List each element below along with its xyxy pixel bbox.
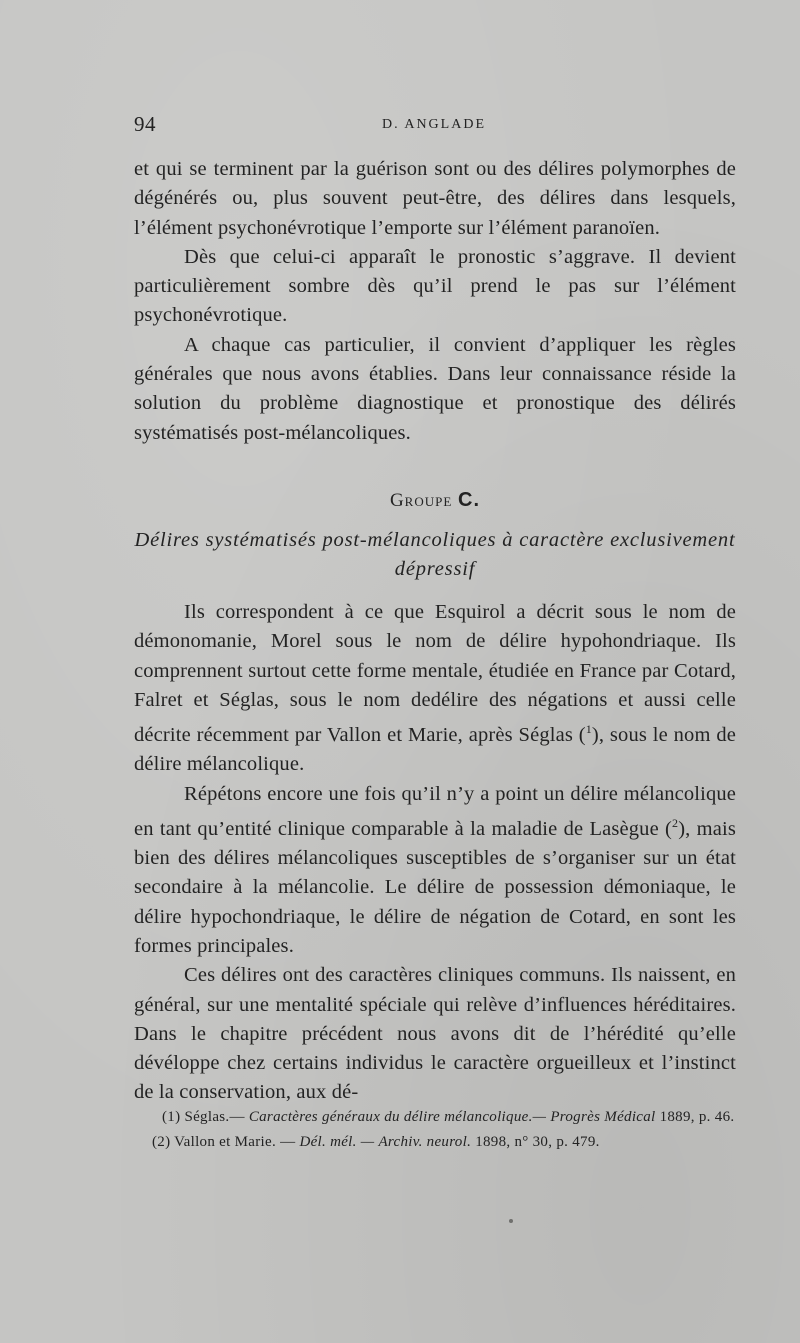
footnote-1: (1) Séglas.— Caractères généraux du délire mélancolique.— Progrès Médical 1889, p. 46. (162, 1109, 735, 1125)
footnotes (134, 1107, 736, 1153)
group-word: Groupe (389, 490, 453, 511)
text-block-bottom (134, 598, 736, 1108)
paragraph: Répétons encore une fois qu’il n’y a point un délire mélancolique en tant qu’entité clinique comparable à la maladie de Lasègue ($^2$), mais bien des délires mélancoliques susceptibles de s’organiser sur un état secondaire à la mélancolie. Le délire de possession démoniaque, le délire hypochondriaque, le délire de négation de Cotard, en sont les formes principales. (134, 782, 736, 957)
footnote-2: (2) Vallon et Marie. — Dél. mél. — Archiv. neurol. 1898, n° 30, p. 479. (152, 1134, 600, 1150)
section-subtitle: Délires systématisés post-mélancoliques à caractère exclusivement dépressif (134, 529, 736, 580)
paragraph: Dès que celui-ci apparaît le pronostic s’aggrave. Il devient particulièrement sombre dès qu’il prend le pas sur l’élément psychonévrotique. (134, 245, 736, 327)
footnote-ref: 2 (672, 815, 679, 830)
section-heading (134, 489, 736, 512)
running-head-author: D. ANGLADE (382, 117, 486, 132)
group-letter: C. (458, 489, 481, 511)
footnote-ref: 1 (585, 722, 592, 737)
ink-speck (509, 1219, 513, 1223)
page-number: 94 (134, 112, 156, 136)
text-block-top (134, 155, 736, 448)
paragraph: et qui se terminent par la guérison sont ou des délires polymorphes de dégénérés ou, plus souvent peut-être, des délires dans lesquels, l’élément psychonévrotique l’emporte sur l’élément paranoïen. (134, 158, 736, 239)
paragraph: Ces délires ont des caractères cliniques communs. Ils naissent, en général, sur une mentalité spéciale qui relève d’influences héréditaires. Dans le chapitre précédent nous avons dit de l’hérédité qu’elle dévéloppe chez certains individus le caractère orgueilleux et l’instinct de la conservation, aux dé- (134, 964, 736, 1104)
paragraph: A chaque cas particulier, il convient d’appliquer les règles générales que nous avons établies. Dans leur connaissance réside la solution du problème diagnostique et pronostique des délirés systématisés post-mélancoliques. (134, 333, 736, 444)
running-head (134, 112, 736, 142)
paragraph: Ils correspondent à ce que Esquirol a décrit sous le nom de démonomanie, Morel sous le nom de délire hypohondriaque. Ils comprennent surtout cette forme mentale, étudiée en France par Cotard, Falret et Séglas, sous le nom dedélire des négations et aussi celle décrite récemment par Vallon et Marie, après Séglas ($^1$), sous le nom de délire mélancolique. (134, 601, 736, 776)
